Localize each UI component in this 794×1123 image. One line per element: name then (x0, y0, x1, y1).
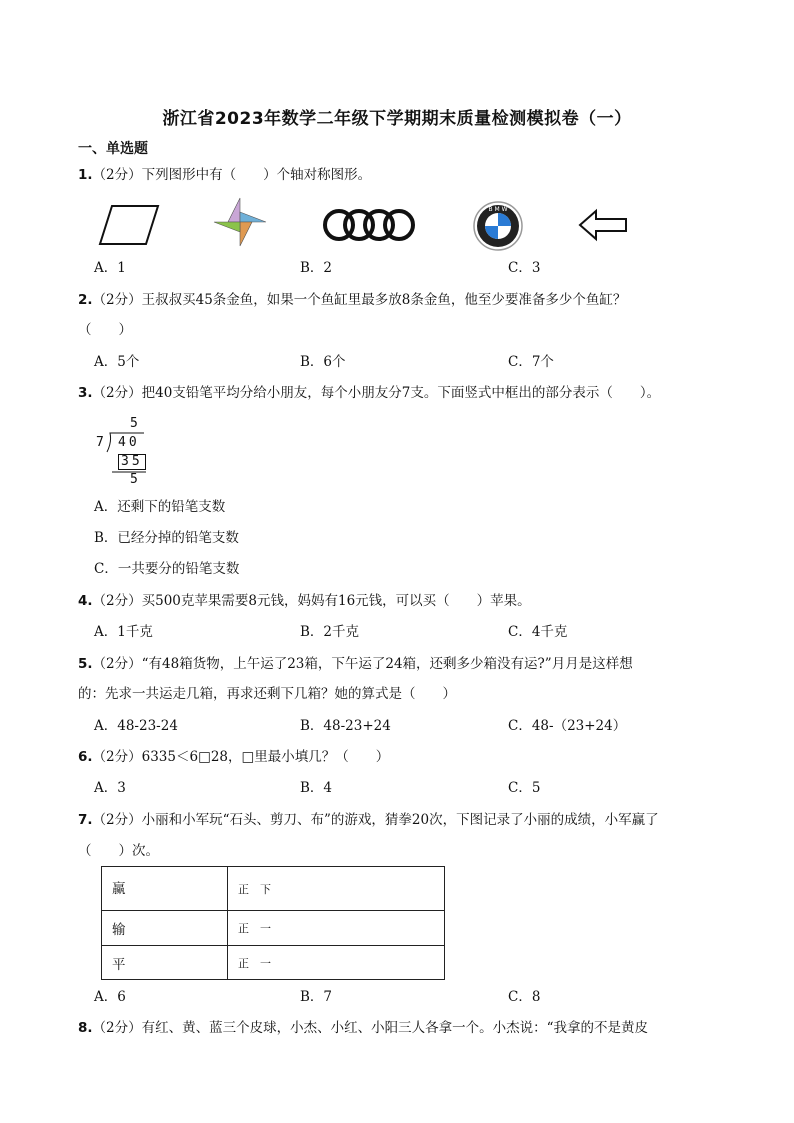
option-a[interactable]: A．48-23-24 (94, 718, 178, 734)
option-c[interactable]: C．3 (508, 260, 541, 276)
option-a[interactable]: A．5个 (94, 354, 140, 370)
question-8 (78, 1018, 648, 1038)
question-number: 2. (78, 292, 93, 308)
question-text: （2分）6335＜6□28，□里最小填几？（ ） (92, 749, 390, 765)
question-text-continued: （ ）次。 (78, 843, 159, 859)
tally-label: 输 (102, 911, 228, 946)
question-text: （2分）买500克苹果需要8元钱，妈妈有16元钱，可以买（ ）苹果。 (92, 593, 531, 609)
option-c[interactable]: C．48-（23+24） (508, 718, 627, 734)
option-a[interactable]: A．3 (94, 780, 126, 796)
table-row (102, 867, 445, 911)
option-b[interactable]: B．2千克 (300, 624, 360, 640)
question-number: 5. (78, 656, 93, 672)
question-text-continued: （ ） (78, 322, 132, 338)
question-text-continued: 的：先求一共运走几箱，再求还剩下几箱？她的算式是（ ） (78, 686, 456, 702)
long-division (92, 416, 152, 488)
shape-row (90, 192, 650, 252)
option-b[interactable]: B．已经分掉的铅笔支数 (94, 530, 239, 546)
question-2 (78, 290, 626, 310)
question-7 (78, 810, 659, 830)
question-text: （2分）王叔叔买45条金鱼，如果一个鱼缸里最多放8条金鱼，他至少要准备多少个鱼缸？ (92, 292, 627, 308)
question-number: 1. (78, 167, 93, 183)
page-title: 浙江省2023年数学二年级下学期期末质量检测模拟卷（一） (162, 109, 632, 129)
question-number: 8. (78, 1020, 93, 1036)
svg-text:B M W: B M W (488, 206, 508, 213)
question-text: （2分）下列图形中有（ ）个轴对称图形。 (92, 167, 372, 183)
table-row (102, 946, 445, 980)
option-b[interactable]: B．48-23+24 (300, 718, 391, 734)
question-text: （2分）小丽和小军玩“石头、剪刀、布”的游戏，猜拳20次，下图记录了小丽的成绩，小军赢了 (92, 812, 659, 828)
question-number: 4. (78, 593, 93, 609)
option-a[interactable]: A．1千克 (94, 624, 153, 640)
option-b[interactable]: B．6个 (300, 354, 346, 370)
option-c[interactable]: C．8 (508, 989, 541, 1005)
division-bracket (106, 432, 146, 454)
pinwheel-icon (208, 194, 272, 250)
question-6 (78, 747, 389, 767)
tally-label: 平 (102, 946, 228, 980)
division-divisor: 7 (96, 435, 104, 450)
option-c[interactable]: C．7个 (508, 354, 554, 370)
question-text: （2分）把40支铅笔平均分给小朋友，每个小朋友分7支。下面竖式中框出的部分表示（ ）。 (92, 385, 661, 401)
tally-marks: 正 一 (228, 946, 445, 980)
division-product-boxed: 35 (118, 454, 146, 470)
parallelogram-icon (98, 204, 160, 246)
question-number: 6. (78, 749, 93, 765)
tally-table (101, 866, 445, 980)
division-dividend: 40 (118, 435, 140, 450)
question-text: （2分）“有48箱货物，上午运了23箱，下午运了24箱，还剩多少箱没有运?”月月是这样想 (92, 656, 633, 672)
question-text: （2分）有红、黄、蓝三个皮球，小杰、小红、小阳三人各拿一个。小杰说：“我拿的不是黄皮 (92, 1020, 649, 1036)
option-b[interactable]: B．4 (300, 780, 333, 796)
option-a[interactable]: A．还剩下的铅笔支数 (94, 499, 226, 515)
option-c[interactable]: C．5 (508, 780, 541, 796)
bmw-logo-icon (472, 200, 524, 252)
table-row (102, 911, 445, 946)
option-a[interactable]: A．6 (94, 989, 126, 1005)
section-heading: 一、单选题 (78, 141, 148, 157)
question-number: 7. (78, 812, 93, 828)
question-5 (78, 654, 633, 674)
option-c[interactable]: C．4千克 (508, 624, 568, 640)
option-a[interactable]: A．1 (94, 260, 126, 276)
option-b[interactable]: B．7 (300, 989, 333, 1005)
tally-marks: 正 下 (228, 867, 445, 911)
left-arrow-icon (578, 208, 630, 242)
option-c[interactable]: C．一共要分的铅笔支数 (94, 561, 240, 577)
option-b[interactable]: B．2 (300, 260, 333, 276)
division-quotient: 5 (130, 416, 138, 431)
question-4 (78, 591, 531, 611)
division-remainder: 5 (130, 472, 138, 487)
tally-marks: 正 一 (228, 911, 445, 946)
tally-label: 赢 (102, 867, 228, 911)
question-number: 3. (78, 385, 93, 401)
division-line (112, 471, 146, 474)
audi-rings-icon (322, 206, 416, 244)
question-3 (78, 383, 660, 403)
question-1 (78, 165, 371, 185)
